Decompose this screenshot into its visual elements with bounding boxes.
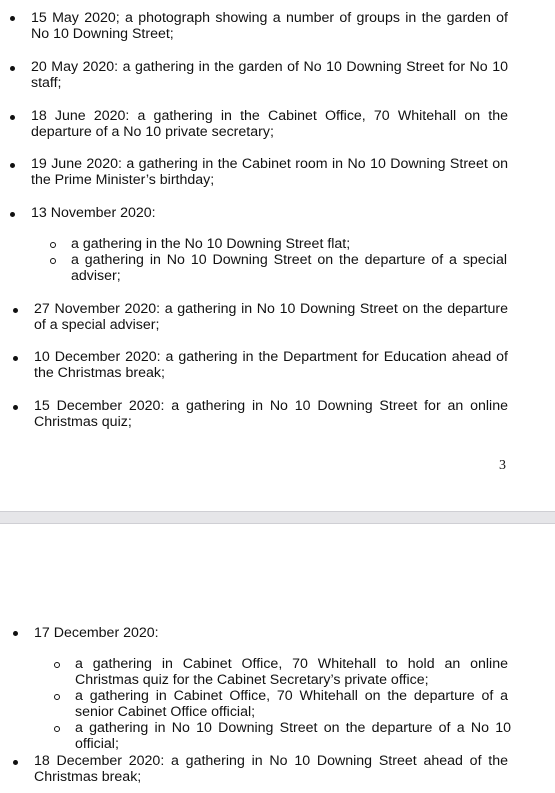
page-separator-edge — [0, 523, 555, 524]
sub-list-item: a gathering in Cabinet Office, 70 Whitehall on the departure of a senior Cabinet Office official; — [75, 688, 508, 720]
page-number: 3 — [499, 458, 506, 473]
list-item: 18 June 2020: a gathering in the Cabinet Office, 70 Whitehall on the departure of a No 10 private secretary; — [31, 108, 508, 140]
sub-bullet — [54, 726, 60, 732]
bullet — [10, 115, 15, 120]
list-item: 27 November 2020: a gathering in No 10 Downing Street on the departure of a special adviser; — [34, 301, 508, 333]
sub-list-item: a gathering in the No 10 Downing Street flat; — [71, 236, 351, 252]
sub-bullet — [50, 242, 56, 248]
bullet — [10, 212, 15, 217]
bullet — [13, 356, 18, 361]
bullet — [10, 163, 15, 168]
sub-bullet — [54, 662, 60, 668]
list-item: 19 June 2020: a gathering in the Cabinet room in No 10 Downing Street on the Prime Minister’s birthday; — [31, 156, 508, 188]
bullet — [10, 16, 15, 21]
page-separator-edge — [0, 511, 555, 512]
list-item: 13 November 2020: — [31, 205, 156, 221]
sub-bullet — [54, 694, 60, 700]
bullet — [13, 308, 18, 313]
bullet — [13, 760, 18, 765]
list-item: 15 May 2020; a photograph showing a number of groups in the garden of No 10 Downing Street; — [31, 10, 508, 42]
list-item: 18 December 2020: a gathering in No 10 Downing Street ahead of the Christmas break; — [34, 753, 508, 785]
bullet — [10, 66, 15, 71]
bullet — [13, 631, 18, 636]
sub-list-item: a gathering in Cabinet Office, 70 Whitehall to hold an online Christmas quiz for the Cabinet Secretary’s private office; — [75, 656, 508, 688]
bullet — [13, 405, 18, 410]
sub-list-item: a gathering in No 10 Downing Street on the departure of a special adviser; — [71, 252, 507, 284]
list-item: 20 May 2020: a gathering in the garden of No 10 Downing Street for No 10 staff; — [31, 59, 508, 91]
list-item: 15 December 2020: a gathering in No 10 Downing Street for an online Christmas quiz; — [34, 398, 508, 430]
list-item: 17 December 2020: — [34, 625, 159, 641]
sub-list-item: a gathering in No 10 Downing Street on the departure of a No 10 official; — [75, 720, 511, 752]
list-item: 10 December 2020: a gathering in the Department for Education ahead of the Christmas break; — [34, 349, 508, 381]
sub-bullet — [50, 258, 56, 264]
